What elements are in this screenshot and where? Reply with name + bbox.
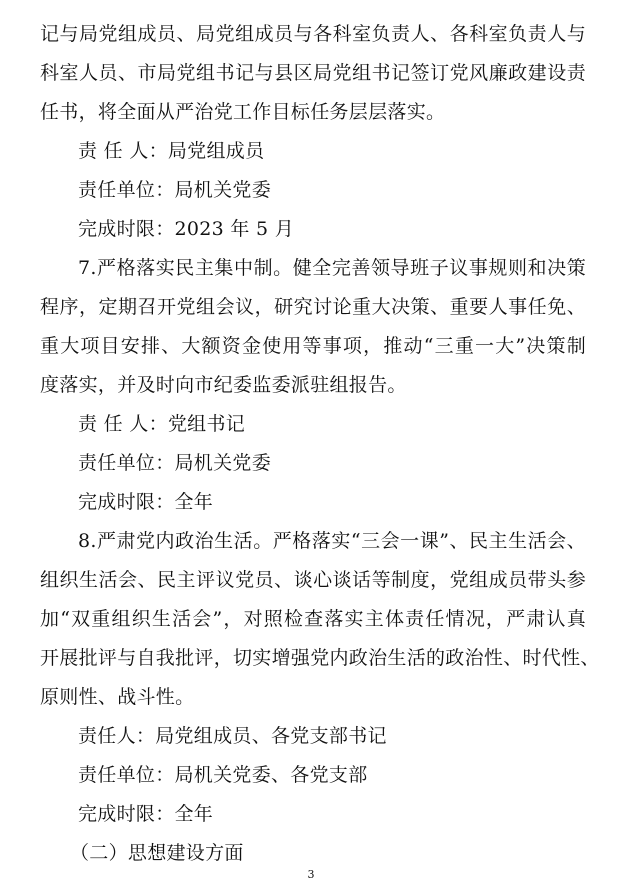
deadline: 完成时限：全年 — [78, 491, 214, 513]
body-text-line: 记与局党组成员、局党组成员与各科室负责人、各科室负责人与 — [40, 23, 586, 45]
responsible-person: 责 任 人：党组书记 — [78, 413, 246, 435]
body-text-line: 加“双重组织生活会”，对照检查落实主体责任情况，严肃认真 — [40, 608, 586, 630]
responsible-person: 责 任 人：局党组成员 — [78, 140, 265, 162]
item-8-heading-line: 8.严肃党内政治生活。严格落实“三会一课”、民主生活会、 — [78, 530, 586, 552]
body-text-line: 组织生活会、民主评议党员、谈心谈话等制度，党组成员带头参 — [40, 569, 586, 591]
body-text-line: 科室人员、市局党组书记与县区局党组书记签订党风廉政建设责 — [40, 62, 586, 84]
section-heading: （二）思想建设方面 — [70, 842, 244, 864]
body-text-line: 重大项目安排、大额资金使用等事项，推动“三重一大”决策制 — [40, 335, 586, 357]
body-text-line: 程序，定期召开党组会议，研究讨论重大决策、重要人事任免、 — [40, 296, 586, 318]
deadline: 完成时限：2023 年 5 月 — [78, 218, 295, 240]
page-number: 3 — [307, 868, 315, 881]
item-7-heading-line: 7.严格落实民主集中制。健全完善领导班子议事规则和决策 — [78, 257, 586, 279]
responsible-unit: 责任单位：局机关党委 — [78, 452, 272, 474]
body-text-line: 开展批评与自我批评，切实增强党内政治生活的政治性、时代性、 — [40, 647, 600, 669]
body-text-line: 任书，将全面从严治党工作目标任务层层落实。 — [40, 101, 446, 123]
responsible-unit: 责任单位：局机关党委、各党支部 — [78, 764, 368, 786]
deadline: 完成时限：全年 — [78, 803, 214, 825]
responsible-person: 责任人：局党组成员、各党支部书记 — [78, 725, 387, 747]
body-text-line: 度落实，并及时向市纪委监委派驻组报告。 — [40, 374, 407, 396]
responsible-unit: 责任单位：局机关党委 — [78, 179, 272, 201]
body-text-line: 原则性、战斗性。 — [40, 686, 195, 708]
